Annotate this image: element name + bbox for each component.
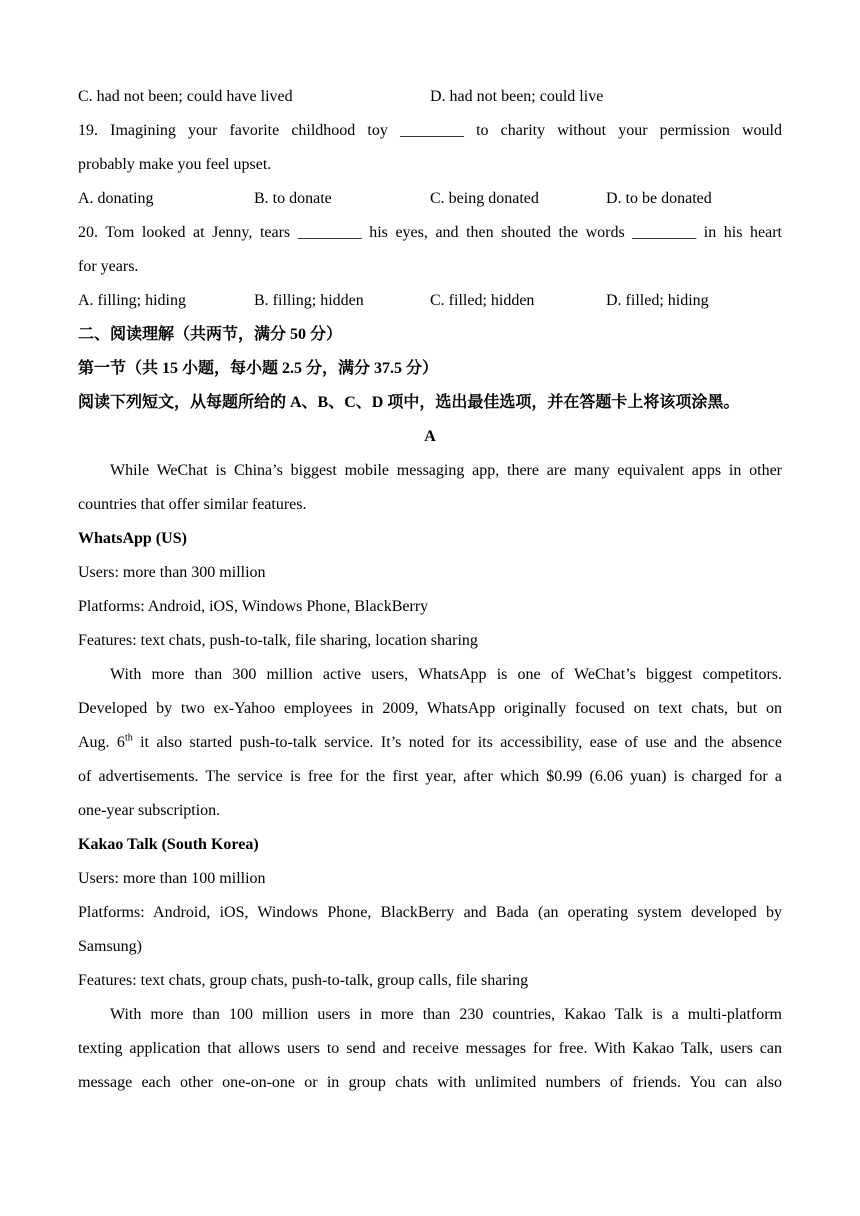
kakao-features: Features: text chats, group chats, push-to-talk, group calls, file sharing [78,972,529,989]
whatsapp-para-line3-text: it also started push-to-talk service. It’s noted for its accessibility, ease of use and the absence [132,734,782,751]
q19-options [78,182,782,216]
whatsapp-features: Features: text chats, push-to-talk, file sharing, location sharing [78,632,478,649]
whatsapp-platforms: Platforms: Android, iOS, Windows Phone, BlackBerry [78,598,429,615]
q19-stem-line1: 19. Imagining your favorite childhood toy ________ to charity without your permission would [78,122,782,139]
passage-label: A [424,428,436,445]
kakao-para-line2: texting application that allows users to send and receive messages for free. With Kakao Talk, users can [78,1040,782,1057]
kakao-platforms-line1: Platforms: Android, iOS, Windows Phone, BlackBerry and Bada (an operating system developed by [78,904,782,921]
section-heading: 二、阅读理解（共两节，满分 50 分） [78,326,343,343]
q20-option-c[interactable]: C. filled; hidden [430,292,535,309]
q18-options [78,80,782,114]
whatsapp-title: WhatsApp (US) [78,530,187,547]
whatsapp-users: Users: more than 300 million [78,564,266,581]
whatsapp-para-line1: With more than 300 million active users, WhatsApp is one of WeChat’s biggest competitors. [110,666,782,683]
passage-intro-line2: countries that offer similar features. [78,496,307,513]
kakao-platforms-line2: Samsung) [78,938,142,955]
whatsapp-para-line5: one-year subscription. [78,802,221,819]
kakao-title: Kakao Talk (South Korea) [78,836,259,853]
q20-option-d[interactable]: D. filled; hiding [606,292,709,309]
document-page [78,80,782,1100]
q20-stem-line1: 20. Tom looked at Jenny, tears ________ his eyes, and then shouted the words ________ in his heart [78,224,782,241]
q19-stem-line2: probably make you feel upset. [78,156,272,173]
q19-option-a[interactable]: A. donating [78,190,154,207]
q18-option-d[interactable]: D. had not been; could live [430,88,604,105]
passage-intro-line1: While WeChat is China’s biggest mobile messaging app, there are many equivalent apps in other [110,462,782,479]
section-subheading: 第一节（共 15 小题，每小题 2.5 分，满分 37.5 分） [78,360,439,377]
whatsapp-para-line3 [78,726,782,760]
q19-option-d[interactable]: D. to be donated [606,190,712,207]
kakao-users: Users: more than 100 million [78,870,266,887]
q18-option-c[interactable]: C. had not been; could have lived [78,88,293,105]
kakao-para-line3: message each other one-on-one or in group chats with unlimited numbers of friends. You can also [78,1074,782,1091]
q20-stem-line2: for years. [78,258,139,275]
kakao-para-line1: With more than 100 million users in more than 230 countries, Kakao Talk is a multi-platform [110,1006,782,1023]
whatsapp-date-suffix: th [124,732,133,744]
whatsapp-date: Aug. 6 [78,734,125,751]
whatsapp-para-line4: of advertisements. The service is free for the first year, after which $0.99 (6.06 yuan) is charged for a [78,768,782,785]
q20-option-b[interactable]: B. filling; hidden [254,292,364,309]
q20-options [78,284,782,318]
q20-option-a[interactable]: A. filling; hiding [78,292,186,309]
whatsapp-para-line2: Developed by two ex-Yahoo employees in 2009, WhatsApp originally focused on text chats, but on [78,700,782,717]
q19-option-b[interactable]: B. to donate [254,190,332,207]
section-instruction: 阅读下列短文，从每题所给的 A、B、C、D 项中，选出最佳选项，并在答题卡上将该项涂黑。 [78,394,740,411]
q19-option-c[interactable]: C. being donated [430,190,539,207]
